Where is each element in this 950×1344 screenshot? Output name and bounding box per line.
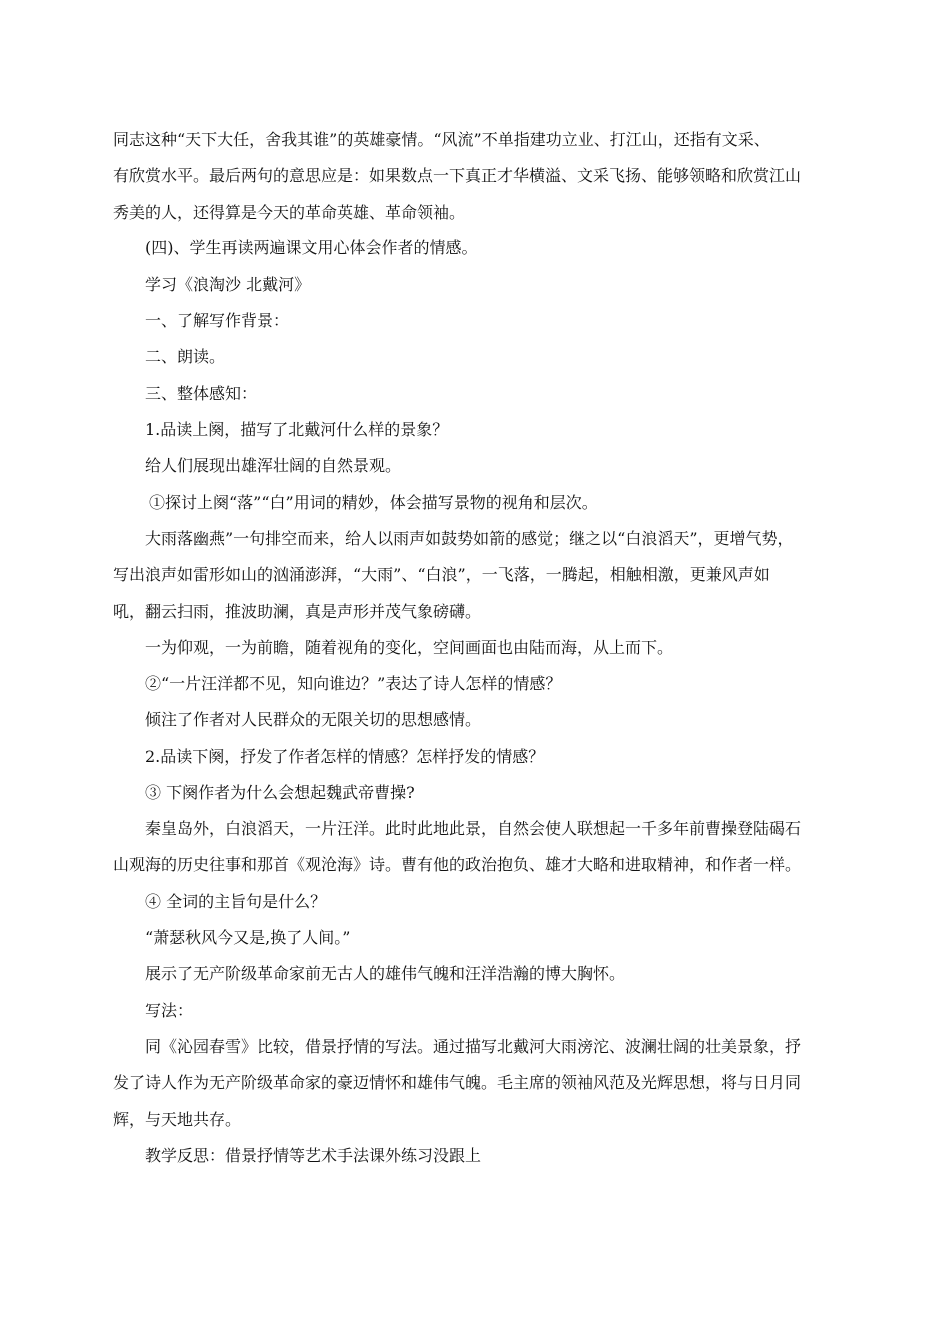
text-line: 写出浪声如雷形如山的汹涌澎湃，“大雨”、“白浪”，一飞落，一腾起，相触相激，更兼风声如 <box>113 565 770 585</box>
list-item <box>113 339 869 375</box>
section-heading <box>113 267 869 303</box>
paragraph-step-four <box>113 230 869 266</box>
text-line: “萧瑟秋风今又是,换了人间。” <box>145 928 351 947</box>
text-line: 展示了无产阶级革命家前无古人的雄伟气魄和汪洋浩瀚的博大胸怀。 <box>145 964 626 983</box>
question <box>113 775 869 811</box>
text-line: ①探讨上阕“落”“白”用词的精妙，体会描写景物的视角和层次。 <box>149 493 598 512</box>
text-line: 一、了解写作背景： <box>145 311 290 330</box>
answer <box>113 702 869 738</box>
question <box>113 412 869 448</box>
question <box>113 884 869 920</box>
teaching-reflection <box>113 1138 869 1174</box>
text-line: 学习《浪淘沙 北戴河》 <box>145 275 311 294</box>
text-line: ④ 全词的主旨句是什么？ <box>145 892 327 911</box>
text-line: ②“一片汪洋都不见，知向谁边？”表达了诗人怎样的情感？ <box>145 674 562 693</box>
subheading <box>113 993 869 1029</box>
list-item <box>113 376 869 412</box>
text-line: (四)、学生再读两遍课文用心体会作者的情感。 <box>145 238 478 257</box>
text-line: 一为仰观，一为前瞻，随着视角的变化，空间画面也由陆而海，从上而下。 <box>145 638 674 657</box>
text-line: 有欣赏水平。最后两句的意思应是：如果数点一下真正才华横溢、文采飞扬、能够领略和欣赏江山 <box>113 166 802 186</box>
answer <box>113 521 837 630</box>
answer <box>113 956 869 992</box>
text-line: 秀美的人，还得算是今天的革命英雄、革命领袖。 <box>113 202 466 222</box>
answer <box>113 630 869 666</box>
text-line: 同《沁园春雪》比较，借景抒情的写法。通过描写北戴河大雨滂沱、波澜壮阔的壮美景象，抒 <box>145 1037 802 1056</box>
text-line: 给人们展现出雄浑壮阔的自然景观。 <box>145 456 402 475</box>
text-line: 秦皇岛外，白浪滔天，一片汪洋。此时此地此景，自然会使人联想起一千多年前曹操登陆碣石 <box>145 819 802 838</box>
text-line: 发了诗人作为无产阶级革命家的豪迈情怀和雄伟气魄。毛主席的领袖风范及光辉思想，将与日月同 <box>113 1073 802 1093</box>
paragraph-hero-spirit <box>113 122 837 231</box>
paragraph-writing-method <box>113 1029 837 1138</box>
text-line: 山观海的历史往事和那首《观沧海》诗。曹有他的政治抱负、雄才大略和进取精神，和作者一样。 <box>113 855 802 875</box>
text-line: 辉，与天地共存。 <box>113 1109 242 1129</box>
text-line: 吼，翻云扫雨，推波助澜，真是声形并茂气象磅礴。 <box>113 601 482 621</box>
text-line: 大雨落幽燕”一句排空而来，给人以雨声如鼓势如箭的感觉；继之以“白浪滔天”，更增气势， <box>145 529 794 548</box>
text-line: 二、朗读。 <box>145 347 226 366</box>
text-line: 教学反思：借景抒情等艺术手法课外练习没跟上 <box>145 1146 482 1165</box>
answer <box>113 448 869 484</box>
text-line: ③ 下阕作者为什么会想起魏武帝曹操? <box>145 783 415 802</box>
text-line: 1.品读上阕，描写了北戴河什么样的景象？ <box>145 420 449 439</box>
answer <box>113 811 837 884</box>
quote <box>113 920 869 956</box>
question <box>113 485 873 521</box>
question <box>113 739 869 775</box>
text-line: 2.品读下阕，抒发了作者怎样的情感？怎样抒发的情感？ <box>145 747 545 766</box>
text-line: 倾注了作者对人民群众的无限关切的思想感情。 <box>145 710 482 729</box>
text-line: 三、整体感知： <box>145 384 258 403</box>
text-line: 写法： <box>145 1001 194 1020</box>
list-item <box>113 303 869 339</box>
question <box>113 666 869 702</box>
text-line: 同志这种“天下大任，舍我其谁”的英雄豪情。“风流”不单指建功立业、打江山，还指有文采、 <box>113 130 770 149</box>
